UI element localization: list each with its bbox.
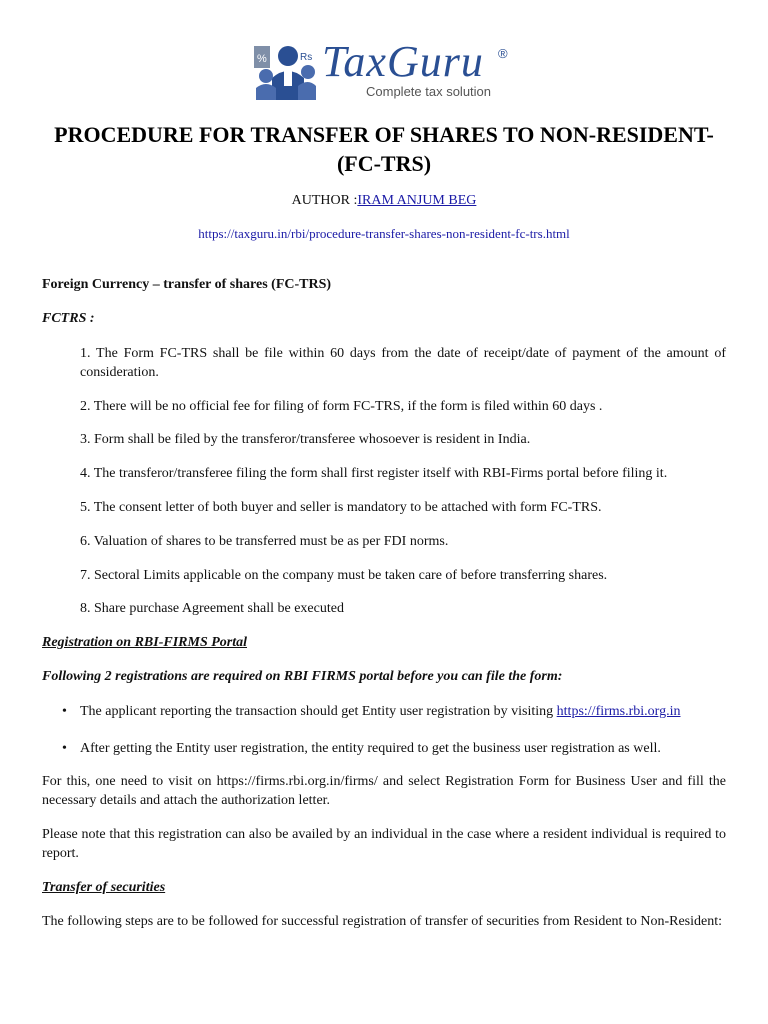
- logo-tagline: Complete tax solution: [366, 84, 492, 99]
- svg-text:%: %: [257, 53, 267, 65]
- section2-heading: Registration on RBI-FIRMS Portal: [42, 635, 248, 650]
- source-url[interactable]: https://taxguru.in/rbi/procedure-transfer-shares-non-resident-fc-trs.html: [198, 226, 570, 241]
- list-item: 7. Sectoral Limits applicable on the company must be taken care of before transferring shares.: [80, 568, 608, 583]
- document-title: [30, 120, 738, 178]
- bullet-text: The applicant reporting the transaction should get Entity user registration by visiting: [80, 704, 554, 719]
- bullet-text: After getting the Entity user registration, the entity required to get the business user registration as well.: [80, 741, 661, 756]
- author-label: AUTHOR :: [291, 193, 358, 208]
- section2-paragraph-1: For this, one need to visit on https://firms.rbi.org.in/firms/ and select Registration Form for Business User and fill the necessary details and attach the authorization letter.: [42, 774, 726, 808]
- section1-heading: Foreign Currency – transfer of shares (FC-TRS): [42, 277, 332, 292]
- logo-people-icon: [254, 42, 316, 100]
- section3-heading: Transfer of securities: [42, 880, 166, 895]
- author-line: [0, 193, 768, 209]
- logo-mark-text: Rs: [300, 52, 313, 63]
- section1-subheading: FCTRS :: [42, 311, 95, 326]
- list-item: 6. Valuation of shares to be transferred must be as per FDI norms.: [80, 534, 449, 549]
- taxguru-logo[interactable]: [254, 37, 524, 104]
- title-line-2: (FC-TRS): [336, 151, 432, 176]
- logo-registered-mark: ®: [498, 46, 508, 61]
- list-item: 1. The Form FC-TRS shall be file within 60 days from the date of receipt/date of payment of the amount of consideration.: [80, 346, 726, 380]
- author-name-link[interactable]: IRAM ANJUM BEG: [357, 193, 477, 208]
- section2-paragraph-2: Please note that this registration can also be availed by an individual in the case where a resident individual is required to report.: [42, 827, 726, 861]
- firms-portal-link[interactable]: https://firms.rbi.org.in: [556, 704, 681, 719]
- list-item: 4. The transferor/transferee filing the form shall first register itself with RBI-Firms portal before filing it.: [80, 466, 668, 481]
- section2-intro: Following 2 registrations are required on RBI FIRMS portal before you can file the form:: [42, 669, 563, 684]
- bullet-icon: •: [62, 741, 67, 756]
- section3-paragraph: The following steps are to be followed for successful registration of transfer of securities from Resident to Non-Resident:: [42, 914, 722, 929]
- list-item: 2. There will be no official fee for filing of form FC-TRS, if the form is filed within 60 days .: [80, 399, 603, 414]
- bullet-icon: •: [62, 704, 67, 719]
- list-item: 3. Form shall be filed by the transferor/transferee whosoever is resident in India.: [80, 432, 531, 447]
- list-item: 8. Share purchase Agreement shall be executed: [80, 601, 344, 616]
- title-line-1: PROCEDURE FOR TRANSFER OF SHARES TO NON-RESIDENT-: [54, 122, 714, 147]
- list-item: 5. The consent letter of both buyer and seller is mandatory to be attached with form FC-TRS.: [80, 500, 602, 515]
- logo-wordmark: TaxGuru: [322, 37, 484, 86]
